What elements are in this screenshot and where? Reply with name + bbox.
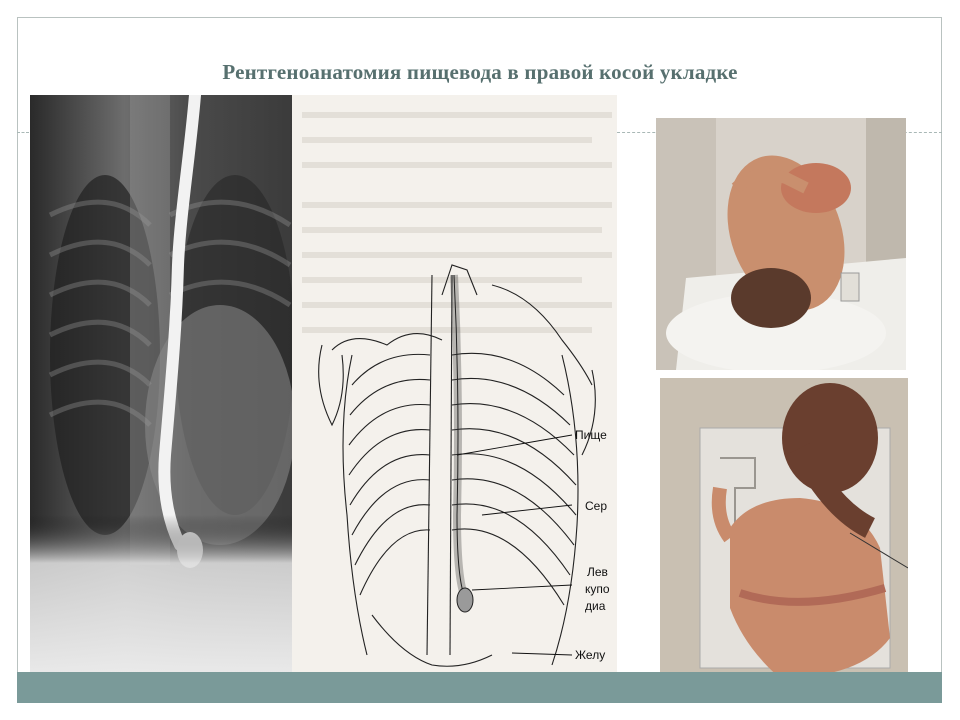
footer-bar: [17, 672, 942, 703]
title-divider-left: [17, 132, 29, 133]
label-diaphragm: диа: [585, 599, 606, 613]
anatomy-schematic: [292, 95, 617, 695]
patient-standing-photo: [660, 378, 908, 696]
xray-image: [30, 95, 300, 695]
label-esophagus: Пище: [575, 428, 607, 442]
label-heart: Сер: [585, 499, 608, 513]
patient-lying-photo: [656, 118, 906, 370]
label-dome: купо: [585, 582, 610, 596]
slide-title: Рентгеноанатомия пищевода в правой косой укладке: [222, 60, 738, 84]
label-stomach: Желу: [575, 648, 606, 662]
label-left: Лев: [587, 565, 608, 579]
